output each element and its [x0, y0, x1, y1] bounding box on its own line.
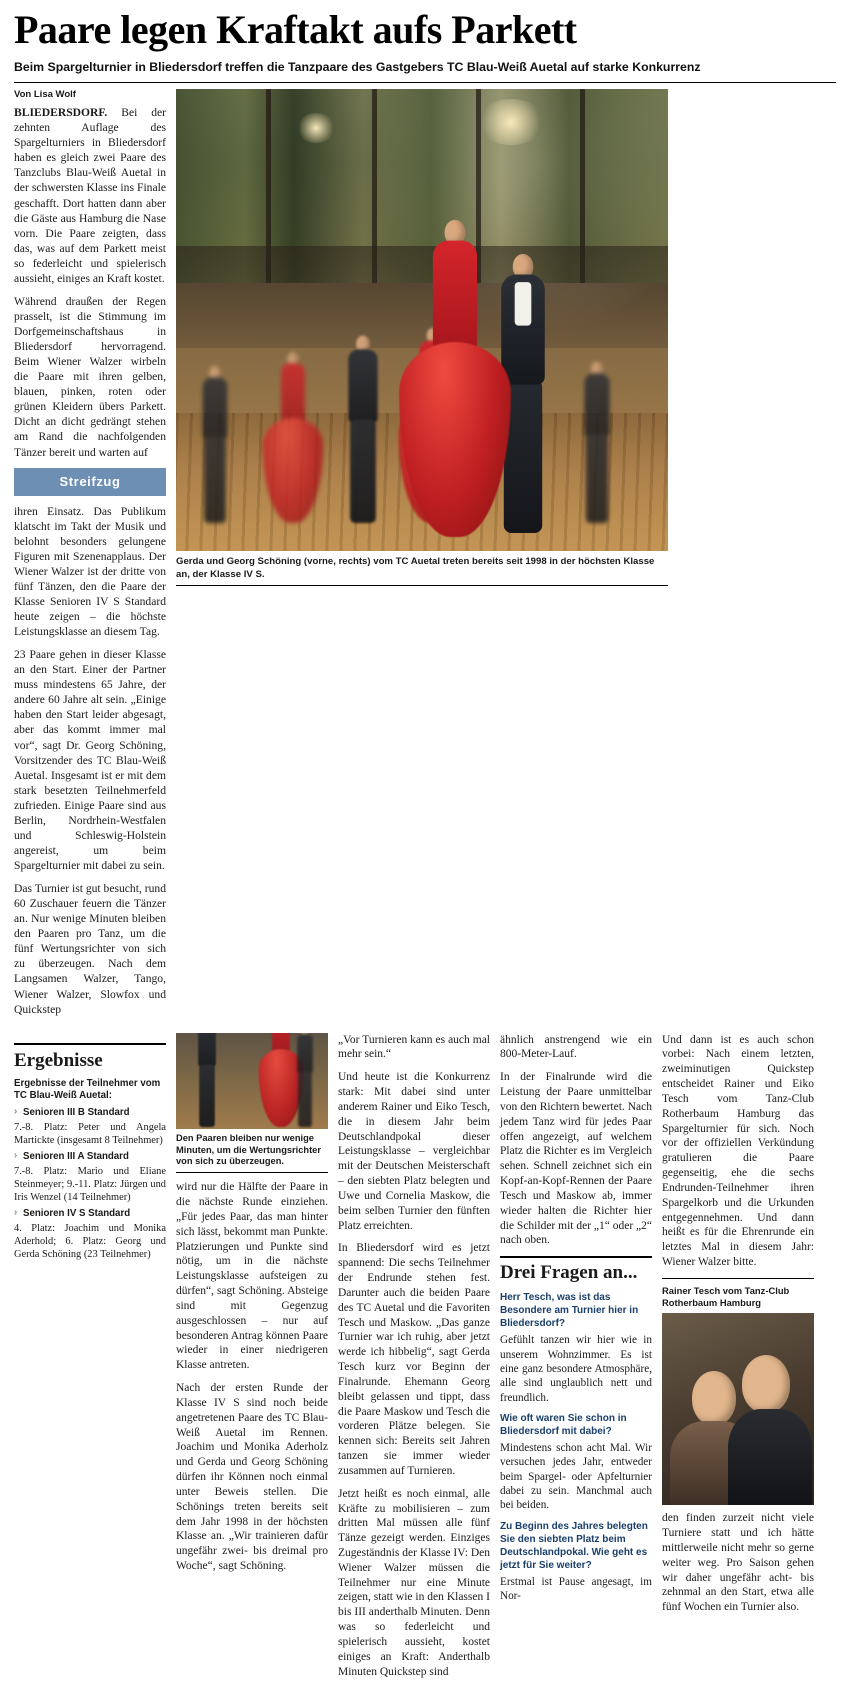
chandelier-light: [476, 99, 546, 145]
article-body-col1: [14, 105, 166, 459]
interview-title: Drei Fragen an...: [500, 1256, 652, 1284]
column-one: [14, 83, 166, 1025]
column-five: [662, 1033, 814, 1623]
interview-question: Wie oft waren Sie schon in Bliedersdorf mit dabei?: [500, 1412, 627, 1437]
paragraph: wird nur die Hälfte der Paare in die nächste Runde einziehen. „Für jedes Paar, das man hinter sich lässt, bekommt man Punkte. Platzierungen und Punkte sind nötig, um in die nächste Leistungsklasse aufsteigen zu dürfen“, sagt Schöning. Absteige sind mit Gegenzug ausgeschlossen – nur auf besonderen Antrag können Paare wieder in einer niedrigeren Klasse antreten.: [176, 1181, 328, 1372]
interview-answer: Erstmal ist Pause angesagt, im Nor-: [500, 1575, 652, 1602]
background-dancer: [263, 353, 323, 524]
interview-answer: Mindestens schon acht Mal. Wir versuchen jedes Jahr, entweder beim Spargel- oder Apfelturnier dabei zu sein. Manchmal auch bei beiden.: [500, 1441, 652, 1512]
subheadline: Beim Spargelturnier in Bliedersdorf treffen die Tanzpaare des Gastgebers TC Blau-Weiß Auetal auf starke Konkurrenz: [14, 59, 701, 74]
foreground-female-dancer: [399, 220, 511, 537]
column-two: [176, 1033, 328, 1582]
paragraph-text: Bei der zehnten Auflage des Spargelturniers in Bliedersdorf haben es gleich zwei Paare des Tanzclubs Blau-Weiß Auetal in der schwersten Klasse ins Finale geschafft. Dort hatten dann aber die Gäste aus Hamburg die Nase vorn. Die Paare zeigten, dass das, was auf dem Parkett meist so federleicht und spielerisch aussieht, einiges an Kraft kostet.: [14, 106, 166, 285]
paragraph: In Bliedersdorf wird es jetzt spannend: Die sechs Teilnehmer der Endrunde stehen fest. Darunter auch die beiden Paare des TC Auetal und die Favoriten Tesch und Maskow. „Das ganze Turnier war ich ruhig, aber jetzt werde ich hibbelig“, sagt Gerda Tesch kurz vor Beginn der Finalrunde. Ehemann Georg bleibt gelassen und tippt, dass die Paare Maskow und Tesch die vorderen Plätze belegen. Sie kennen sich: Bereits seit Jahren tanzen sie immer wieder zusammen auf Turnieren.: [338, 1242, 490, 1477]
newspaper-page: [0, 7, 850, 1678]
paragraph: Das Turnier ist gut besucht, rund 60 Zuschauer feuern die Tänzer an. Nur wenige Minuten bleiben den Paaren pro Tanz, um die fünf Wertungsrichter von sich zu überzeugen. Nach dem Langsamen Walzer, Tango, Wiener Walzer, Slowfox und Quickstep: [14, 882, 167, 1016]
article-body-col4: [500, 1033, 652, 1249]
inset-dancer: [297, 1033, 313, 1127]
ballroom-dancing-photo: [176, 89, 668, 551]
results-category: › Senioren IV S Standard: [14, 1208, 166, 1221]
column-four: [500, 1033, 652, 1610]
results-entry: 4. Platz: Joachim und Monika Aderhold; 6. Platz: Georg und Gerda Schöning (23 Teilnehmer): [14, 1222, 166, 1261]
byline-text: Von Lisa Wolf: [14, 89, 76, 101]
results-entry: 7.-8. Platz: Peter und Angela Martickte (insgesamt 8 Teilnehmer): [14, 1121, 166, 1146]
article-lower-section: [14, 1033, 836, 1687]
results-category: › Senioren III B Standard: [14, 1107, 166, 1120]
portrait-face-right: [742, 1355, 790, 1413]
interview-answer-continued: [662, 1511, 814, 1615]
dateline: BLIEDERSDORF.: [14, 106, 108, 120]
background-dancer: [348, 336, 377, 523]
results-title: Ergebnisse: [14, 1049, 103, 1071]
photo-caption: Gerda und Georg Schöning (vorne, rechts) vom TC Auetal treten bereits seit 1998 in der höchsten Klasse an, der Klasse IV S.: [176, 556, 668, 586]
paragraph: In der Finalrunde wird die Leistung der Paare unmittelbar von den Richtern bewertet. Nach jedem Tanz wird für jedes Paar offen angezeigt, auf welchem Platz die Richter es im Vergleich sehen. Schnell zeichnet sich ein Kopf-an-Kopf-Rennen der Paare Tesch und Maskow ab, immer wieder halten die Richter hier die Schilder mit der „1“ oder „2“ nach oben.: [500, 1071, 652, 1247]
portrait-body-right: [728, 1409, 812, 1505]
article-body-col5: [662, 1033, 814, 1270]
column-results: [14, 1033, 166, 1265]
inset-photo-caption: Den Paaren bleiben nur wenige Minuten, um die Wertungsrichter von sich zu überzeugen.: [176, 1133, 328, 1174]
results-box: [14, 1043, 166, 1262]
interview-subject-caption: Rainer Tesch vom Tanz-Club Rotherbaum Hamburg: [662, 1284, 790, 1309]
byline: [14, 89, 166, 100]
interview-question: Zu Beginn des Jahres belegten Sie den siebten Platz beim Deutschlandpokal. Wie geht es jetzt für Sie weiter?: [500, 1520, 648, 1571]
paragraph: Nach der ersten Runde der Klasse IV S sind noch beide angetretenen Paare des TC Blau-Weiß Auetal im Rennen. Joachim und Monika Aderholz und Gerda und Georg Schöning dürfen ihr Können noch einmal unter Beweis stellen. Die Schönings treten bereits seit dem Jahr 1998 in der höchsten Klasse an. „Wir trainieren dafür ungefähr zwei- bis dreimal pro Woche“, sagt Schöning.: [176, 1382, 328, 1573]
streifzug-banner: Streifzug: [14, 468, 166, 496]
main-photo-block: [176, 83, 668, 1025]
interview-answer: Gefühlt tanzen wir hier wie in unserem Wohnzimmer. Es ist eine ganz besondere Atmosphäre, alle sind unglaublich nett und freundlich.: [500, 1334, 652, 1404]
article-body-col2: [176, 1180, 328, 1574]
inset-photo-judges: [176, 1033, 328, 1129]
article-top-section: [14, 83, 836, 1025]
paragraph: Jetzt heißt es noch einmal, alle Kräfte zu mobilisieren – zum dritten Mal müssen alle fünf Tänze gezeigt werden. Einziges Zugeständnis der Klasse IV: Den Wiener Walzer müssen die Teilnehmer nur eine Minute zeigen, statt wie in den Klassen I bis III anderthalb Minuten. Denn was so federleicht und spielerisch aussieht, kostet einiges an Kraft: Anderthalb Minuten Quickstep sind: [338, 1487, 490, 1678]
article-body-col1-cont: [14, 504, 166, 1017]
column-divider: [662, 1278, 814, 1279]
paragraph: Und heute ist die Konkurrenz stark: Mit dabei sind unter anderem Rainer und Eiko Tesch, die in diesem Jahr beim Deutschlandpokal dieser Leistungsklasse – vergleichbar mit der Deutschen Meisterschaft – den siebten Platz belegten und Uwe und Cornelia Maskow, die beim selben Turnier den fünften Platz erreichten.: [338, 1071, 490, 1232]
background-dancer: [584, 362, 609, 523]
results-entry: 7.-8. Platz: Mario und Eliane Steinmeyer; 9.-11. Platz: Jürgen und Iris Wenzel (14 Teilnehmer): [14, 1165, 166, 1203]
paragraph: „Vor Turnieren kann es auch mal mehr sein.“: [338, 1033, 490, 1061]
paragraph: ähnlich anstrengend wie ein 800-Meter-Lauf.: [500, 1033, 652, 1061]
interview-question: Herr Tesch, was ist das Besondere am Turnier hier in Bliedersdorf?: [500, 1292, 639, 1330]
paragraph: den finden zurzeit nicht viele Turniere statt und ich hätte mittlerweile nicht mehr so gerne weiter weg. Pro Saison gehen wir daher ungefähr acht- bis zehnmal an den Start, etwa alle fünf Wochen ein Turnier also.: [662, 1512, 814, 1614]
portrait-face-left: [692, 1371, 736, 1425]
paragraph: ihren Einsatz. Das Publikum klatscht im Takt der Musik und belohnt besonders gelungene Figuren mit Szenenapplaus. Der Wiener Walzer ist der dritte von fünf Tänzen, den die Paare der Klasse Senioren IV S Standard heute zeigen – die höchste Leistungsklasse an diesem Tag.: [14, 504, 166, 639]
background-dancer: [203, 366, 227, 523]
page-title: Paare legen Kraftakt aufs Parkett: [14, 7, 577, 52]
chandelier-light: [296, 113, 336, 143]
column-three: [338, 1033, 490, 1687]
interview-portrait-photo: [662, 1313, 814, 1505]
results-category: › Senioren III A Standard: [14, 1151, 166, 1164]
inset-dancer: [198, 1033, 216, 1127]
paragraph: 23 Paare gehen in dieser Klasse an den Start. Einer der Partner muss mindestens 65 Jahre, der andere 60 Jahre alt sein. „Einige haben den Start leider abgesagt, aber das kommt immer mal vor“, sagt Dr. Georg Schöning, Vorsitzender des TC Blau-Weiß Auetal. Insgesamt ist er mit dem stark besetzten Teilnehmerfeld zufrieden. Einige Paare sind aus Berlin, Nordrhein-Westfalen und Schleswig-Holstein angereist, um beim Spargelturnier mit dabei zu sein.: [14, 648, 166, 873]
results-lead: Ergebnisse der Teilnehmer vom TC Blau-Weiß Auetal:: [14, 1077, 161, 1101]
paragraph: [14, 105, 166, 286]
paragraph: Und dann ist es auch schon vorbei: Nach einem letzten, zweiminutigen Quickstep entscheidet Rainer und Eiko Tesch vom Tanz-Club Rotherbaum Hamburg das Spargelturnier für sich. Noch vor der offiziellen Verkündung gratulieren die Paare gegenseitig, ehe die sechs Endrunden-Teilnehmer ihren Spargelkorb und die Urkunden entgegennehmen. Und dann heißt es für die Ehrenrunde ein letztes Mal in diesem Jahr: Wiener Walzer bitte.: [662, 1033, 814, 1269]
article-body-col3: [338, 1033, 490, 1680]
paragraph: Während draußen der Regen prasselt, ist die Stimmung im Dorfgemeinschaftshaus in Bliedersdorf hervorragend. Beim Wiener Walzer wirbeln die Paare mit ihren gelben, blauen, pinken, roten oder grünen Kleidern übers Parkett. Dicht an dicht gedrängt stehen am Rand die nachfolgenden Tänzer bereit und warten auf: [14, 294, 166, 459]
